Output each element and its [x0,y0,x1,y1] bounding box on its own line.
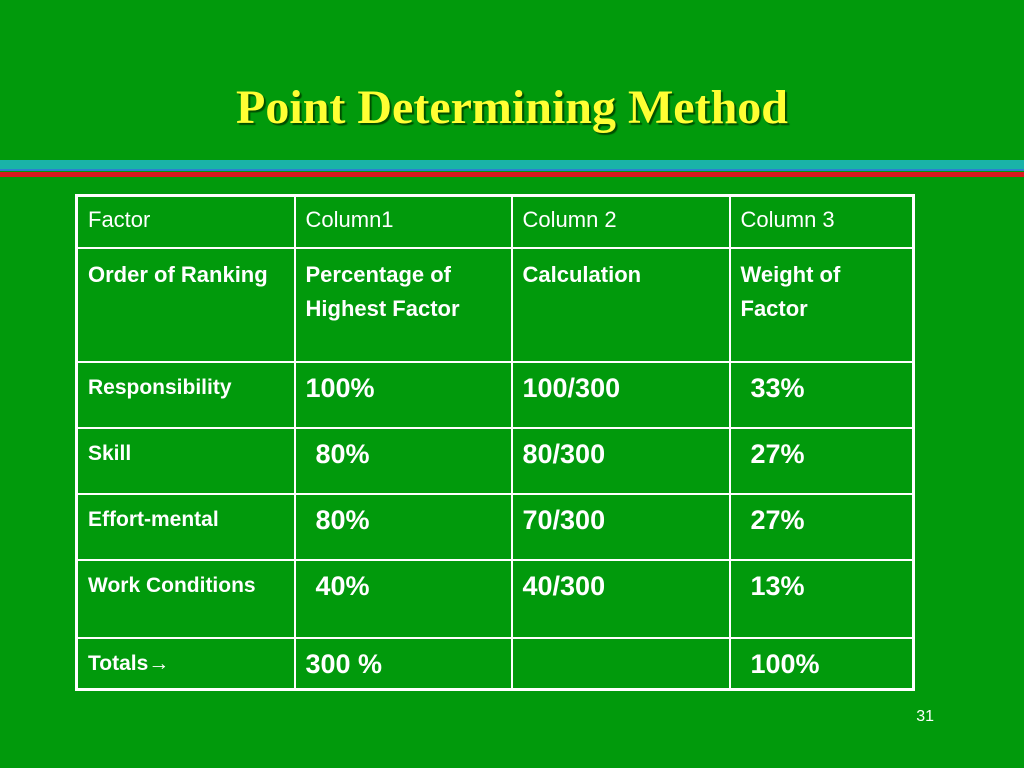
column1-cell: 80% [295,494,512,560]
column3-total-cell: 100% [730,638,914,690]
column3-cell: 33% [730,362,914,428]
column3-cell: 27% [730,428,914,494]
header-cell: Column 3 [730,196,914,248]
column2-cell: 70/300 [512,494,730,560]
subheader-cell: Percentage of Highest Factor [295,248,512,362]
point-method-table [75,194,915,691]
title-divider-blue [0,169,1024,171]
title-divider-red [0,172,1024,177]
totals-row [77,638,914,690]
column2-cell: 100/300 [512,362,730,428]
column1-cell: 40% [295,560,512,638]
column1-cell: 100% [295,362,512,428]
column2-cell: 40/300 [512,560,730,638]
header-cell: Column 2 [512,196,730,248]
table-subheader-row [77,248,914,362]
table-row [77,560,914,638]
table-row [77,494,914,560]
page-number: 31 [916,708,934,725]
slide-title: Point Determining Method [236,81,788,134]
table-row [77,362,914,428]
column1-cell: 80% [295,428,512,494]
subheader-cell: Order of Ranking [77,248,295,362]
column3-cell: 27% [730,494,914,560]
table-header-row [77,196,914,248]
table-row [77,428,914,494]
factor-cell: Work Conditions [77,560,295,638]
totals-label-cell: Totals→ [77,638,295,690]
column2-total-cell [512,638,730,690]
factor-cell: Skill [77,428,295,494]
column2-cell: 80/300 [512,428,730,494]
title-divider-teal [0,160,1024,169]
factor-cell: Effort-mental [77,494,295,560]
column3-cell: 13% [730,560,914,638]
subheader-cell: Weight of Factor [730,248,914,362]
header-cell: Factor [77,196,295,248]
header-cell: Column1 [295,196,512,248]
column1-total-cell: 300 % [295,638,512,690]
factor-cell: Responsibility [77,362,295,428]
subheader-cell: Calculation [512,248,730,362]
